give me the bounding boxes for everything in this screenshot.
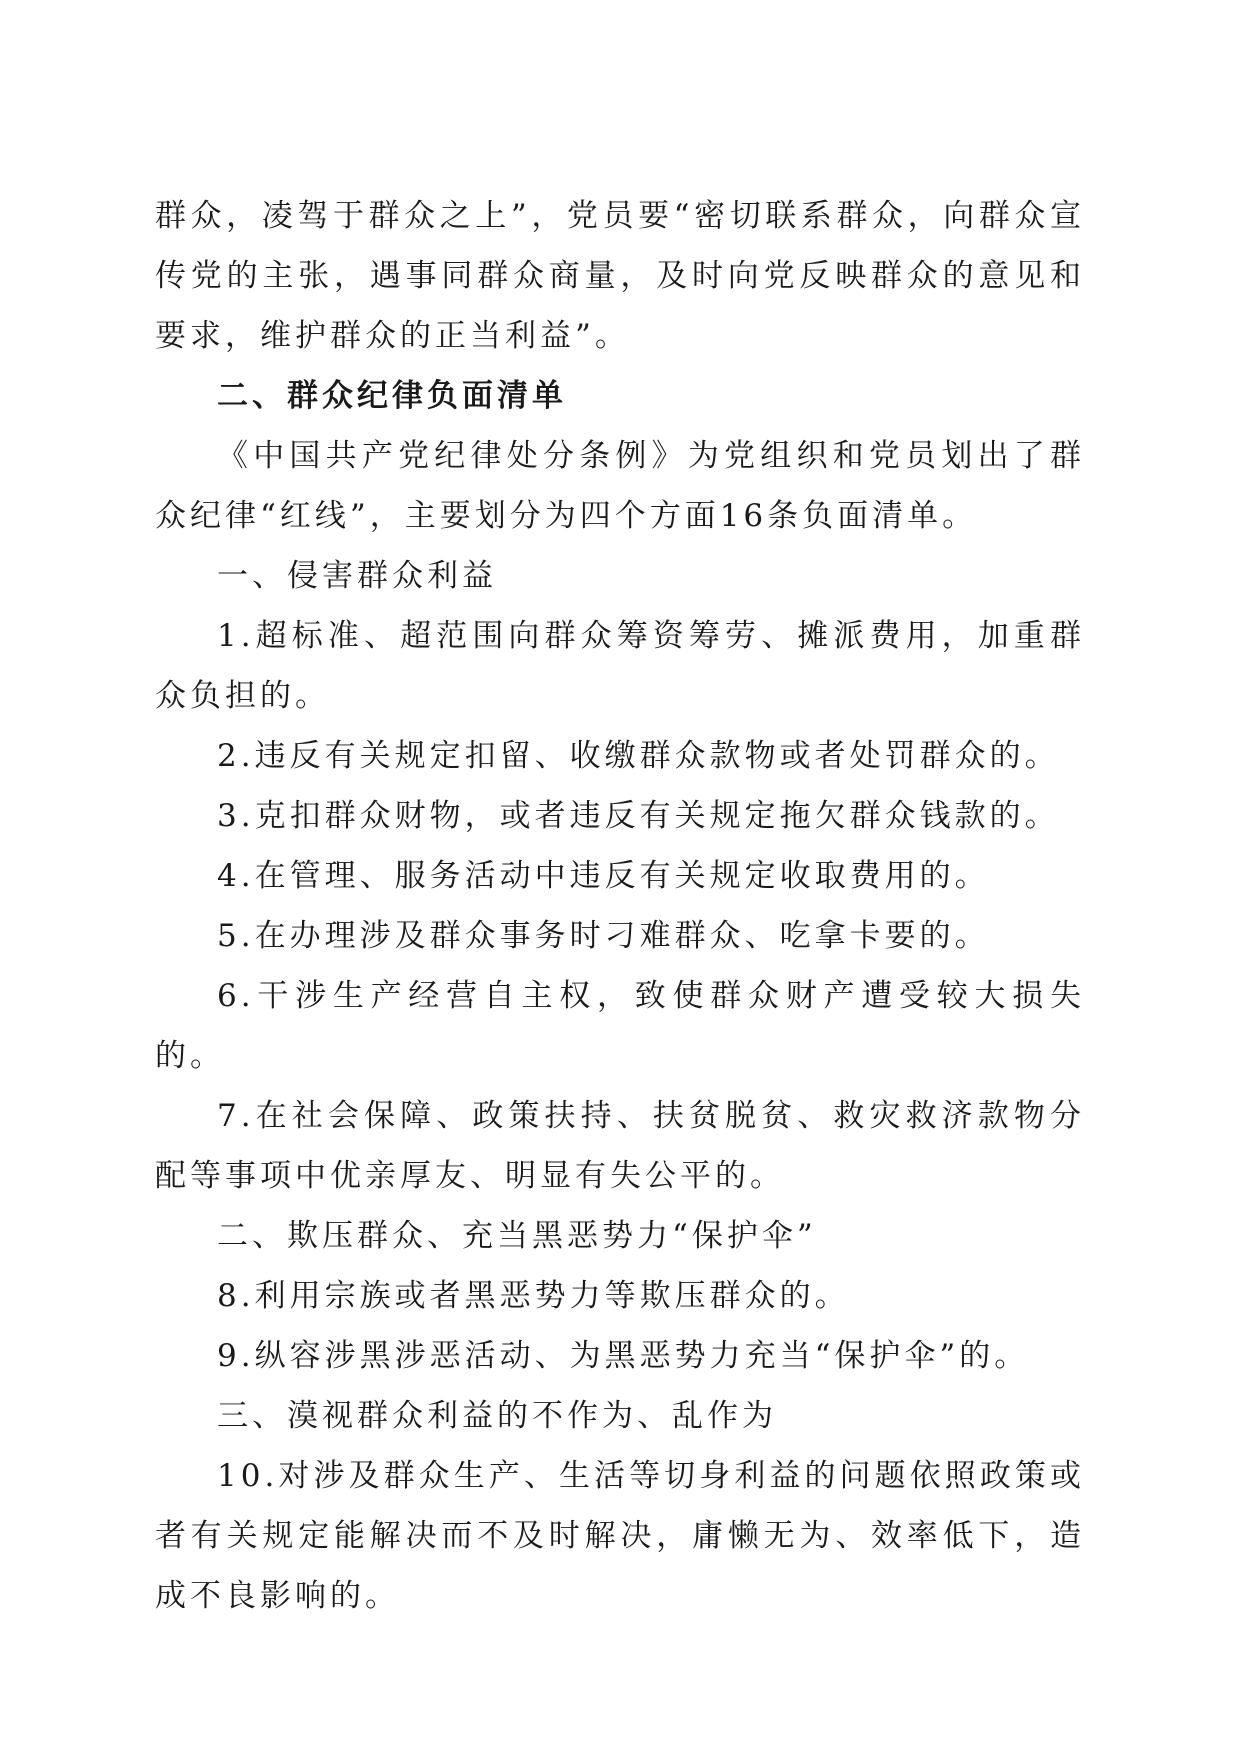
intro-paragraph: 《中国共产党纪律处分条例》为党组织和党员划出了群众纪律“红线”，主要划分为四个方面16条负面清单。 — [155, 438, 1085, 534]
category-heading-2: 二、欺压群众、充当黑恶势力“保护伞” — [217, 1218, 817, 1254]
section-heading: 二、群众纪律负面清单 — [217, 378, 567, 414]
category-heading-1: 一、侵害群众利益 — [217, 558, 497, 594]
list-item-4: 4.在管理、服务活动中违反有关规定收取费用的。 — [217, 858, 990, 894]
list-item-3: 3.克扣群众财物，或者违反有关规定拖欠群众钱款的。 — [217, 798, 1060, 834]
list-item-7: 7.在社会保障、政策扶持、扶贫脱贫、救灾救济款物分配等事项中优亲厚友、明显有失公平的。 — [155, 1098, 1085, 1194]
list-item-9: 9.纵容涉黑涉恶活动、为黑恶势力充当“保护伞”的。 — [217, 1338, 1030, 1374]
category-heading-3: 三、漠视群众利益的不作为、乱作为 — [217, 1398, 777, 1434]
list-item-1: 1.超标准、超范围向群众筹资筹劳、摊派费用，加重群众负担的。 — [155, 618, 1085, 714]
list-item-10: 10.对涉及群众生产、生活等切身利益的问题依照政策或者有关规定能解决而不及时解决，庸懒无为、效率低下，造成不良影响的。 — [155, 1458, 1085, 1614]
document-body — [155, 186, 1085, 1626]
continued-paragraph: 群众，凌驾于群众之上”，党员要“密切联系群众，向群众宣传党的主张，遇事同群众商量，及时向党反映群众的意见和要求，维护群众的正当利益”。 — [155, 198, 1085, 354]
list-item-5: 5.在办理涉及群众事务时刁难群众、吃拿卡要的。 — [217, 918, 990, 954]
list-item-2: 2.违反有关规定扣留、收缴群众款物或者处罚群众的。 — [217, 738, 1060, 774]
list-item-6: 6.干涉生产经营自主权，致使群众财产遭受较大损失的。 — [155, 978, 1085, 1074]
list-item-8: 8.利用宗族或者黑恶势力等欺压群众的。 — [217, 1278, 850, 1314]
